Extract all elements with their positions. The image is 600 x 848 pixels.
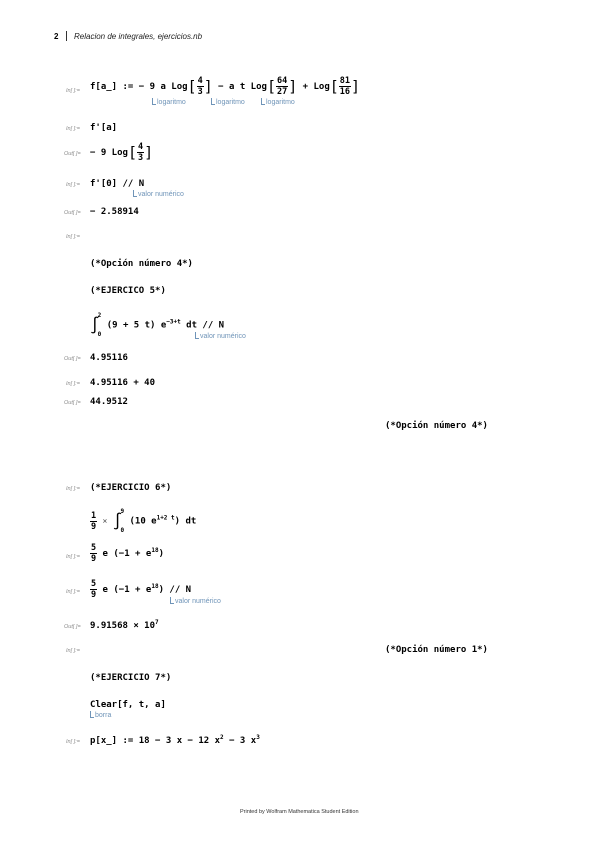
input-label: In[ ]:=	[66, 589, 80, 595]
result-expression: $\frac{5}{9}$ e $(-1 + e^{18})$	[91, 543, 164, 564]
hint-log[interactable]: logaritmo	[211, 98, 245, 106]
output-label: Out[ ]=	[64, 151, 81, 157]
hint-numeric[interactable]: valor numérico	[195, 332, 246, 340]
function-definition[interactable]: f[a_] := − 9 a Log[ $\frac{4}{3}$ ] − a t Log[ $\frac{64}{27}$ ] + Log[ $\frac{81}{16}$ ]	[90, 76, 361, 97]
input-label: In[ ]:=	[66, 648, 80, 654]
integral-output: 4.95116	[90, 353, 128, 363]
input-label: In[ ]:=	[66, 88, 80, 94]
input-label: In[ ]:=	[66, 126, 80, 132]
fraction: $\frac{4}{3}$	[197, 76, 203, 97]
fraction: $\frac{4}{3}$	[137, 142, 144, 163]
sum-input[interactable]: 4.95116 + 40	[90, 378, 156, 388]
comment-option: (*Opción número 1*)	[385, 645, 488, 655]
sum-output: 44.9512	[90, 397, 128, 407]
header-divider	[66, 31, 67, 41]
polynomial-definition[interactable]: p[x_] := 18 − 3 x − 12 $x^2 - 3$ $x^3$	[90, 734, 260, 746]
comment-option: (*Opción número 4*)	[385, 421, 488, 431]
derivative-output: − 9 Log[ $\frac{4}{3}$ ]	[90, 142, 154, 163]
footer-note: Printed by Wolfram Mathematica Student Edition	[240, 809, 359, 815]
result-numeric-input[interactable]: $\frac{5}{9}$ e $(-1 + e^{18}) // N$	[91, 579, 192, 600]
definition-plus: + Log	[302, 82, 330, 92]
hint-numeric[interactable]: valor numérico	[133, 190, 184, 198]
derivative-input[interactable]: f'[a]	[90, 123, 118, 133]
input-label: In[ ]:=	[66, 234, 80, 240]
output-label: Out[ ]=	[64, 210, 81, 216]
numeric-result-output: $9.91568 \times 10^7$	[90, 619, 159, 631]
input-label: In[ ]:=	[66, 486, 80, 492]
comment-exercise-6: (*EJERCICIO 6*)	[90, 483, 172, 493]
definition-lhs: f[a_] := − 9 a Log	[90, 82, 188, 92]
integral-input[interactable]: ∫ 2 0 (9 + 5 t) $e^{-3+t}$ dt // N	[90, 312, 225, 338]
input-label: In[ ]:=	[66, 554, 80, 560]
fraction: $\frac{64}{27}$	[276, 76, 288, 97]
input-label: In[ ]:=	[66, 381, 80, 387]
document-title: Relacion de integrales, ejercicios.nb	[74, 32, 203, 41]
hint-clear[interactable]: borra	[90, 711, 111, 719]
output-label: Out[ ]=	[64, 356, 81, 362]
hint-log[interactable]: logaritmo	[152, 98, 186, 106]
integral-input[interactable]: $\frac{1}{9}$ × ∫ 9 0 (10 $e^{1+2 t}$) dt	[91, 508, 197, 534]
numeric-eval-input[interactable]: f'[0] // N	[90, 179, 145, 189]
fraction: $\frac{81}{16}$	[339, 76, 351, 97]
hint-numeric[interactable]: valor numérico	[170, 597, 221, 605]
hint-log[interactable]: logaritmo	[261, 98, 295, 106]
input-label: In[ ]:=	[66, 182, 80, 188]
clear-input[interactable]: Clear[f, t, a]	[90, 700, 166, 710]
comment-exercise-7: (*EJERCICIO 7*)	[90, 673, 172, 683]
comment-exercise-5: (*EJERCICO 5*)	[90, 286, 166, 296]
definition-mid: − a t Log	[218, 82, 267, 92]
output-label: Out[ ]=	[64, 624, 81, 630]
page-number: 2	[54, 32, 59, 41]
comment-option: (*Opción número 4*)	[90, 259, 193, 269]
fraction: $\frac{5}{9}$	[91, 579, 97, 600]
fraction: $\frac{1}{9}$	[91, 510, 97, 532]
numeric-eval-output: − 2.58914	[90, 207, 139, 217]
input-label: In[ ]:=	[66, 739, 80, 745]
fraction: $\frac{5}{9}$	[91, 543, 97, 564]
output-label: Out[ ]=	[64, 400, 81, 406]
